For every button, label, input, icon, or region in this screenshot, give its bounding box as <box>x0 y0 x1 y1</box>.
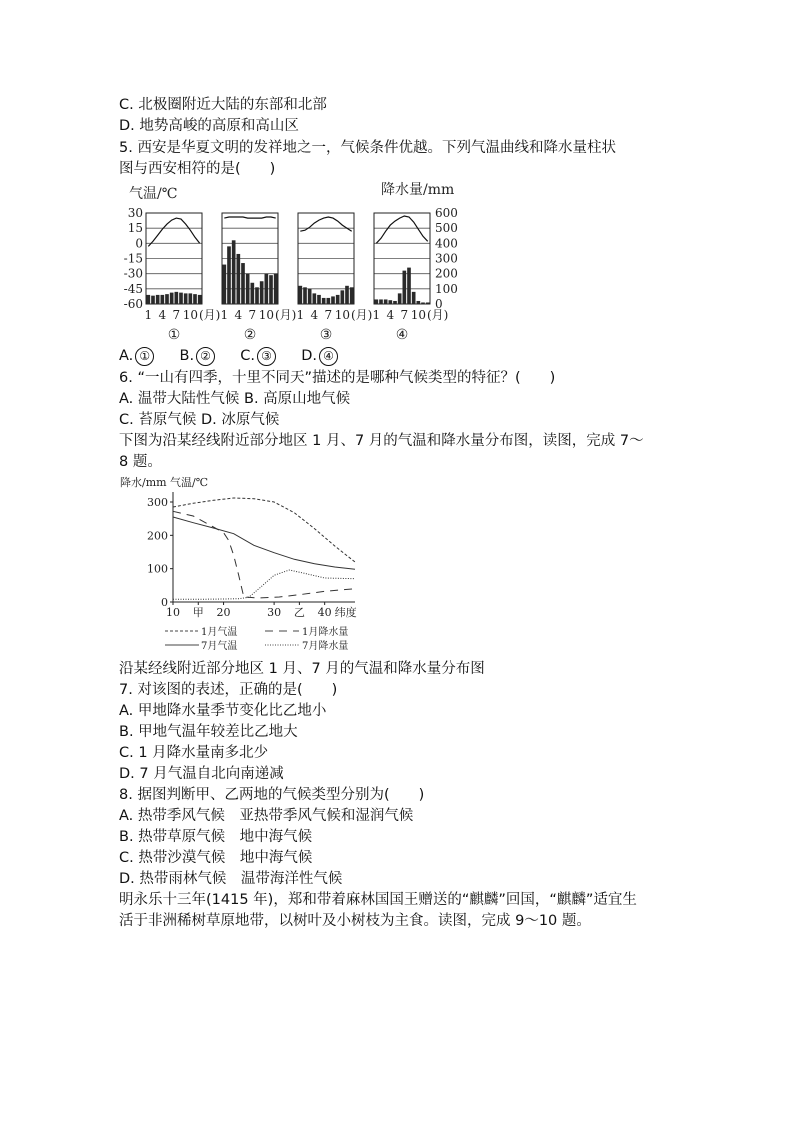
q5-option-d[interactable]: D. ④ <box>301 348 338 364</box>
precip-bar <box>251 283 255 304</box>
y-tick-label: 200 <box>147 529 168 543</box>
precip-tick-label: 0 <box>435 297 443 311</box>
q8-option-c: C. 热带沙漠气候 地中海气候 <box>119 850 313 866</box>
q6-stem: 6. “一山有四季，十里不同天”描述的是哪种气候类型的特征？( ) <box>119 370 556 386</box>
precip-bar <box>303 287 307 304</box>
temp-tick-label: -15 <box>123 251 143 266</box>
precip-bar <box>260 281 264 304</box>
climate-panel <box>145 213 221 343</box>
q5-option-c[interactable]: C. ③ <box>240 348 276 364</box>
q7-8-intro-line1: 下图为沿某经线附近部分地区 1 月、7 月的气温和降水量分布图，读图，完成 7～ <box>119 433 644 449</box>
panel-label: ② <box>243 327 257 343</box>
precip-bar <box>184 293 188 304</box>
precip-tick-label: 500 <box>435 221 458 236</box>
month-tick-label: 10 <box>410 308 426 322</box>
q5-stem-line2: 图与西安相符的是( ) <box>119 161 276 177</box>
month-tick-label: 4 <box>234 308 243 322</box>
precip-bar <box>265 274 269 304</box>
precip-bar <box>336 295 340 304</box>
panel-label: ① <box>167 327 181 343</box>
precip-bar <box>393 301 397 304</box>
panel-label: ③ <box>319 327 333 343</box>
precip-bar <box>193 294 197 304</box>
q4-option-d: D. 地势高峻的高原和高山区 <box>119 118 299 134</box>
y-tick-label: 0 <box>161 596 168 609</box>
q5-stem-line1: 5. 西安是华夏文明的发祥地之一，气候条件优越。下列气温曲线和降水量柱状 <box>119 140 616 156</box>
precip-bar <box>179 293 183 304</box>
q8-option-d: D. 热带雨林气候 温带海洋性气候 <box>119 871 343 887</box>
precip-bar <box>345 286 349 304</box>
month-tick-label: 10 <box>334 308 350 322</box>
y-tick-label: 300 <box>147 496 168 509</box>
month-tick-label: 4 <box>310 308 319 322</box>
temp-tick-label: 15 <box>127 221 143 236</box>
x-axis-label: 纬度 <box>334 606 357 619</box>
month-tick-label: 1 <box>144 308 153 322</box>
q8-option-a: A. 热带季风气候 亚热带季风气候和湿润气候 <box>119 808 414 824</box>
precip-bar <box>375 299 379 304</box>
precip-tick-label: 600 <box>435 206 458 220</box>
x-tick-label: 10 <box>166 606 180 619</box>
precip-bar <box>147 295 151 304</box>
month-unit-label: (月) <box>275 308 297 322</box>
q5-option-a[interactable]: A. ① <box>119 348 154 364</box>
precip-bar <box>379 299 383 304</box>
latitude-chart-caption: 沿某经线附近部分地区 1 月、7 月的气温和降水量分布图 <box>119 661 485 677</box>
precip-bar <box>389 300 393 304</box>
q4-option-c: C. 北极圈附近大陆的东部和北部 <box>119 97 327 113</box>
month-tick-label: 4 <box>158 308 167 322</box>
month-unit-label: (月) <box>351 308 373 322</box>
q7-stem: 7. 对该图的表述，正确的是( ) <box>119 682 338 698</box>
precip-axis-label-2: 降水/mm <box>120 476 167 489</box>
precip-bar <box>341 290 345 304</box>
q8-stem: 8. 据图判断甲、乙两地的气候类型分别为( ) <box>119 787 425 803</box>
latitude-chart-q7-8 <box>115 474 375 654</box>
precip-bar <box>156 295 160 304</box>
precip-bar <box>269 275 273 304</box>
panel-label: ④ <box>395 327 409 343</box>
month-tick-label: 7 <box>400 308 409 322</box>
temp-curve <box>376 216 427 243</box>
temp-tick-label: -30 <box>123 266 143 281</box>
temp-tick-label: -60 <box>123 297 143 311</box>
temp-curve <box>300 217 351 231</box>
temp-tick-label: 0 <box>135 236 143 251</box>
precip-tick-label: 400 <box>435 236 458 251</box>
precip-bar <box>308 289 312 304</box>
precip-bar <box>175 292 179 304</box>
precip-bar <box>165 294 169 304</box>
x-tick-label: 30 <box>267 606 282 619</box>
legend-jul-temp: 7月气温 <box>201 641 238 652</box>
precip-bar <box>403 271 407 304</box>
series-line <box>173 517 355 569</box>
precip-bar <box>151 296 155 304</box>
precip-bar <box>350 287 354 304</box>
q7-option-c: C. 1 月降水量南多北少 <box>119 745 269 761</box>
precip-bar <box>227 246 231 304</box>
precip-tick-label: 200 <box>435 266 458 281</box>
q6-options-ab: A. 温带大陆性气候 B. 高原山地气候 <box>119 391 351 407</box>
legend-jan-precip: 1月降水量 <box>302 627 349 638</box>
precip-bar <box>317 295 321 304</box>
precip-bar <box>223 265 227 304</box>
q7-8-intro-line2: 8 题。 <box>119 454 162 470</box>
q9-10-intro-line1: 明永乐十三年(1415 年)，郑和带着麻林国国王赠送的“麒麟”回国，“麒麟”适宜生 <box>119 892 637 908</box>
climate-panel <box>297 213 373 343</box>
temp-curve <box>224 217 275 218</box>
month-tick-label: 10 <box>258 308 274 322</box>
precip-bar <box>426 302 430 304</box>
q6-options-cd: C. 苔原气候 D. 冰原气候 <box>119 412 280 428</box>
precip-bar <box>327 298 331 304</box>
precip-bar <box>417 301 421 304</box>
precip-bar <box>198 295 202 304</box>
q8-option-b: B. 热带草原气候 地中海气候 <box>119 829 313 845</box>
temp-tick-label: 30 <box>127 206 143 220</box>
q5-options <box>119 346 338 366</box>
q9-10-intro-line2: 活于非洲稀树草原地带，以树叶及小树枝为主食。读图，完成 9～10 题。 <box>119 913 591 929</box>
month-unit-label: (月) <box>199 308 221 322</box>
legend-jul-precip: 7月降水量 <box>302 641 349 652</box>
temp-tick-label: -45 <box>123 281 143 296</box>
precip-bar <box>274 274 278 304</box>
precip-bar <box>421 302 425 304</box>
precip-bar <box>331 296 335 304</box>
precip-bar <box>398 293 402 304</box>
precip-bar <box>189 293 193 304</box>
temp-curve <box>148 218 199 246</box>
precip-bar <box>407 268 411 304</box>
month-tick-label: 7 <box>324 308 333 322</box>
series-line <box>173 570 355 599</box>
month-tick-label: 1 <box>372 308 381 322</box>
month-tick-label: 7 <box>248 308 257 322</box>
precip-bar <box>237 254 241 304</box>
month-tick-label: 1 <box>220 308 229 322</box>
y-tick-label: 100 <box>147 562 168 576</box>
precip-bar <box>255 287 259 304</box>
x-tick-label: 甲 <box>192 606 204 619</box>
month-tick-label: 10 <box>182 308 198 322</box>
q5-option-b[interactable]: B. ② <box>180 348 216 364</box>
legend-jan-temp: 1月气温 <box>201 627 238 638</box>
temp-axis-label: 气温/℃ <box>129 186 178 202</box>
precip-bar <box>322 298 326 304</box>
precip-bar <box>313 293 317 304</box>
q7-option-d: D. 7 月气温自北向南递减 <box>119 766 284 782</box>
series-line <box>173 498 355 562</box>
precip-tick-label: 300 <box>435 251 458 266</box>
x-tick-label: 乙 <box>293 606 305 619</box>
precip-bar <box>241 263 245 304</box>
q7-option-b: B. 甲地气温年较差比乙地大 <box>119 724 298 740</box>
climate-panel <box>221 213 297 343</box>
precip-bar <box>232 240 236 304</box>
precip-tick-label: 100 <box>435 281 458 296</box>
month-tick-label: 4 <box>386 308 395 322</box>
q7-option-a: A. 甲地降水量季节变化比乙地小 <box>119 703 327 719</box>
temp-axis-label-2: 气温/℃ <box>170 476 209 489</box>
month-tick-label: 7 <box>172 308 181 322</box>
precip-axis-label: 降水量/mm <box>381 182 455 198</box>
month-tick-label: 1 <box>296 308 305 322</box>
precip-bar <box>384 299 388 304</box>
precip-bar <box>412 292 416 304</box>
x-tick-label: 40 <box>317 606 332 619</box>
precip-bar <box>161 295 165 304</box>
precip-bar <box>246 274 250 304</box>
climate-chart-q5 <box>115 178 465 346</box>
month-unit-label: (月) <box>427 308 449 322</box>
precip-bar <box>299 286 303 304</box>
x-tick-label: 20 <box>216 606 231 619</box>
precip-bar <box>170 293 174 304</box>
